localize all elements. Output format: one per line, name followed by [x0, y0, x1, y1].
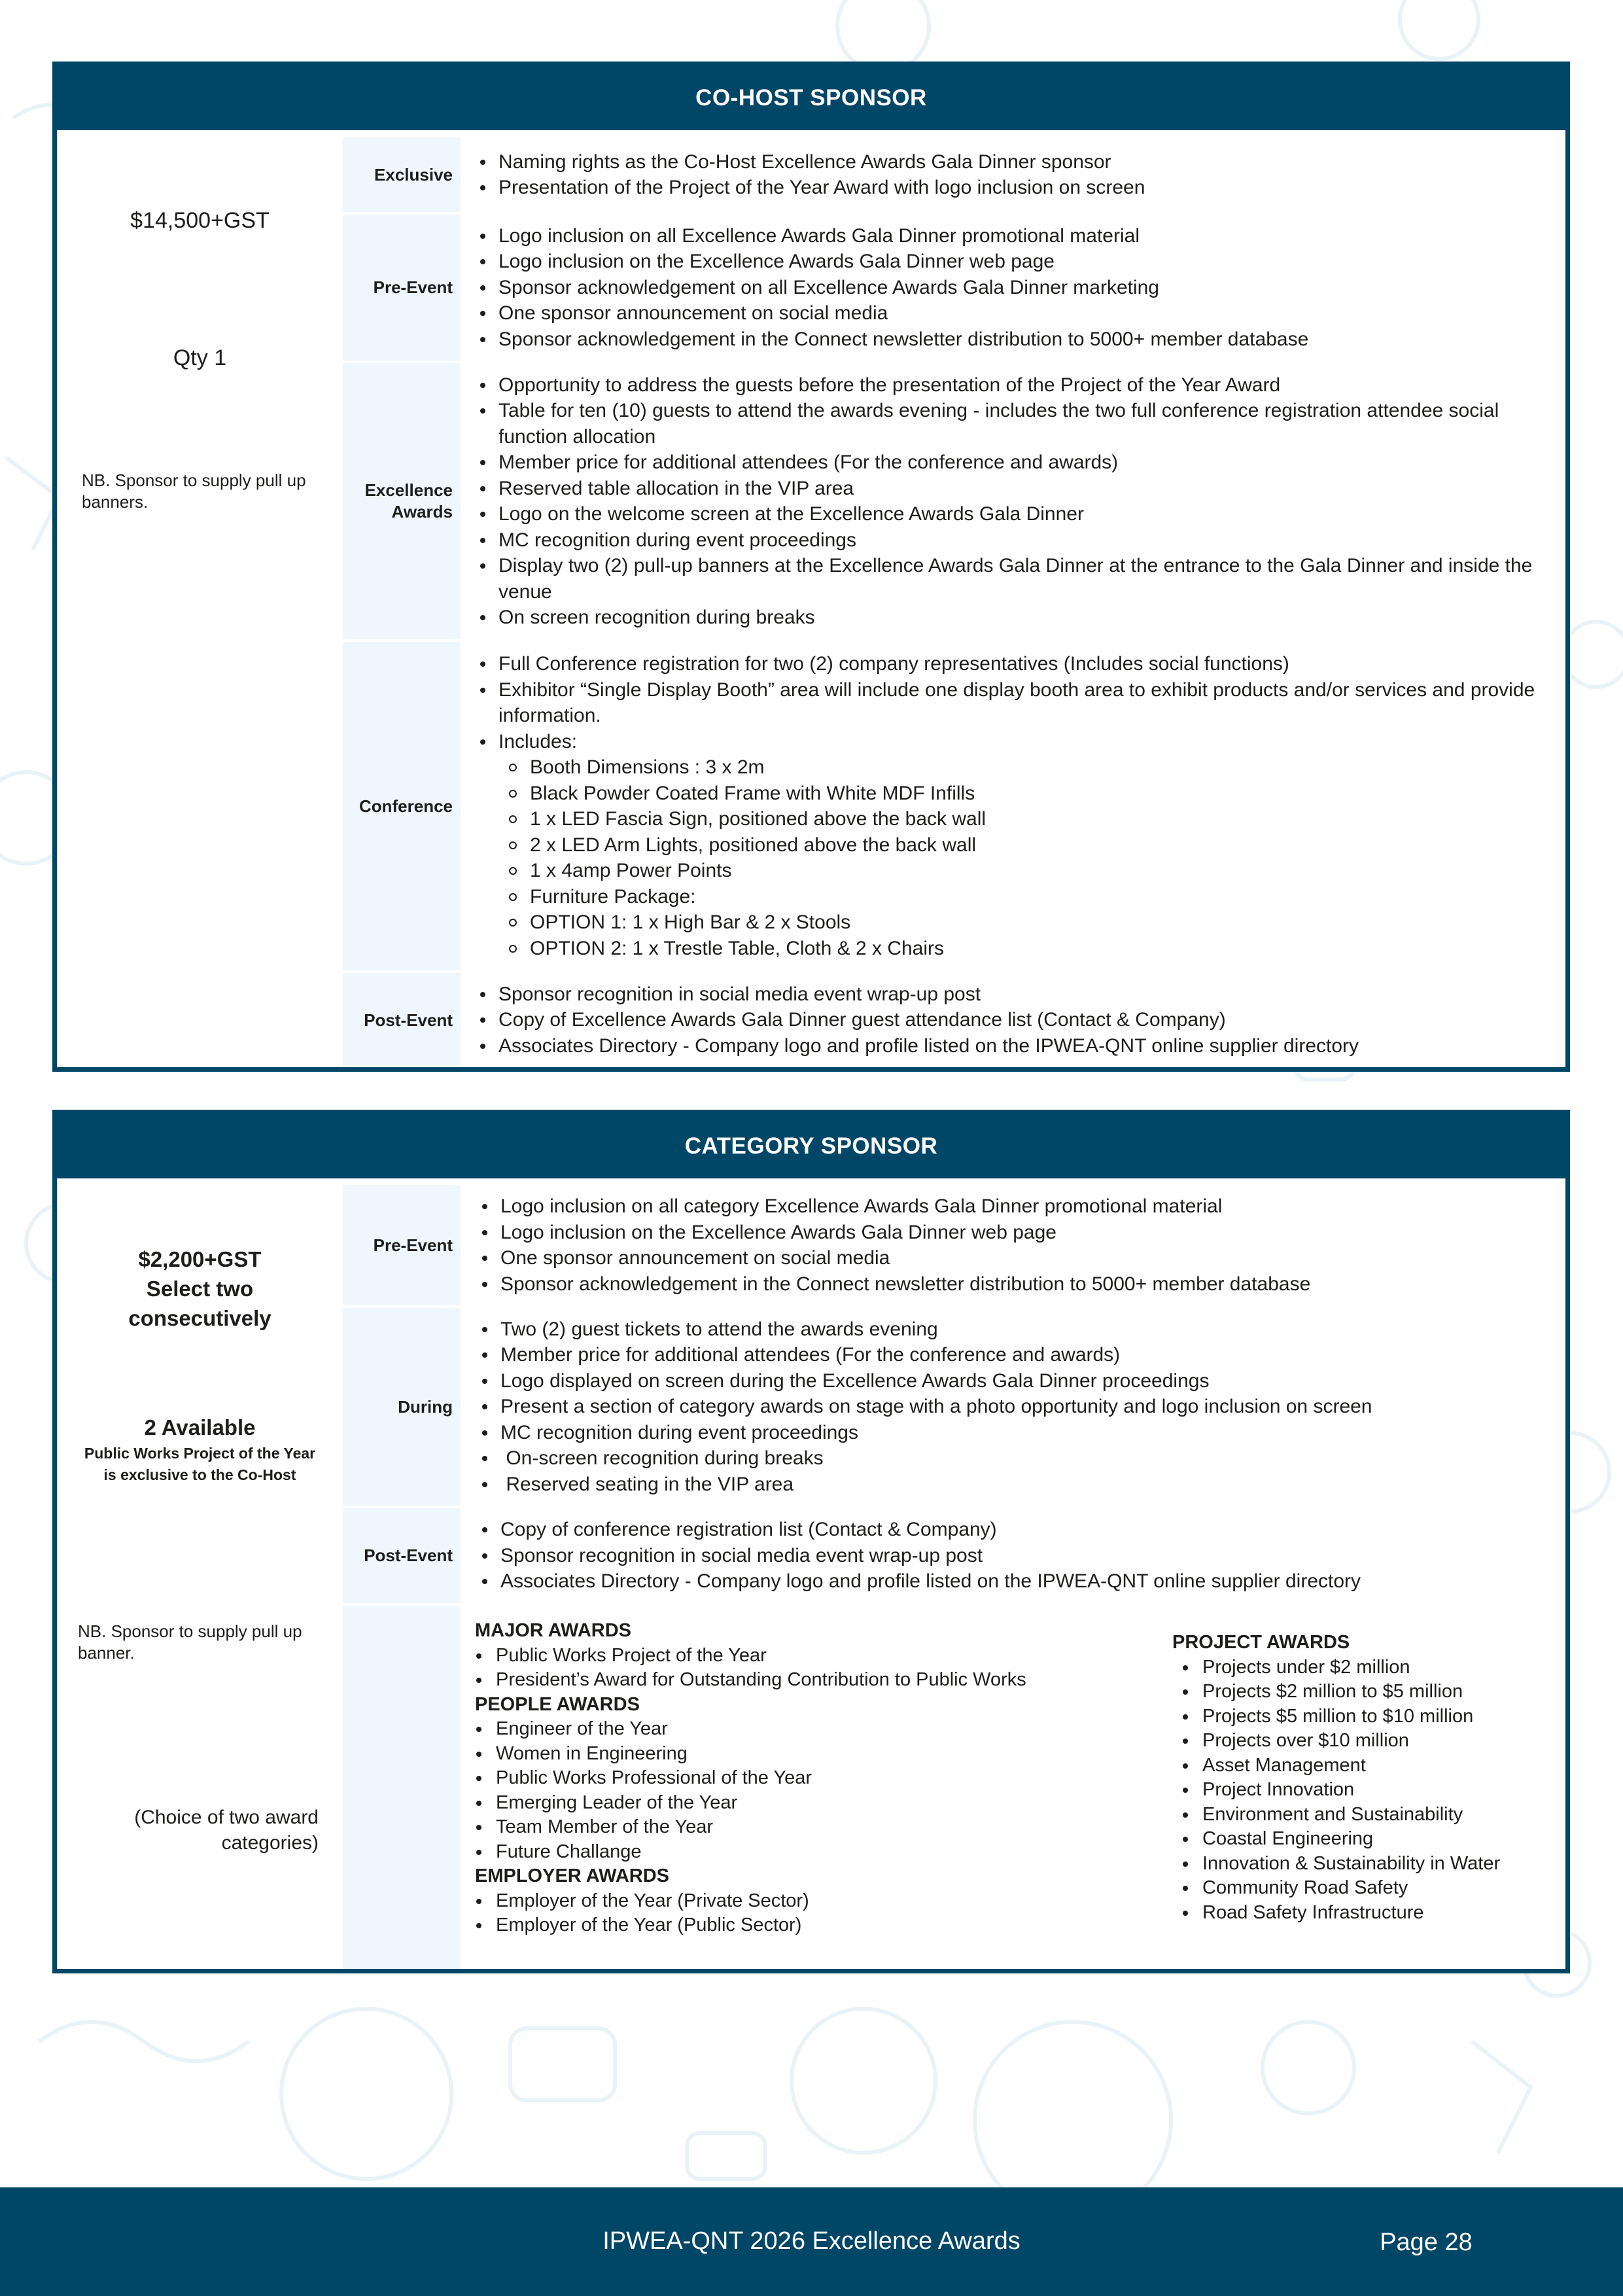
category-price-condition-2: consecutively [128, 1306, 271, 1330]
list-item: Table for ten (10) guests to attend the awards evening - includes the two full conference registration attendee social function allocation [474, 398, 1539, 450]
cohost-quantity: Qty 1 [173, 345, 227, 370]
cohost-row-post-event [343, 973, 1565, 1067]
list-item: Two (2) guest tickets to attend the awards evening [476, 1316, 1539, 1343]
list-item: Employer of the Year (Public Sector) [464, 1913, 1026, 1938]
list-item: Sponsor acknowledgement in the Connect newsletter distribution to 5000+ member database [474, 327, 1539, 353]
category-body [57, 1178, 1565, 1969]
list-item: 2 x LED Arm Lights, positioned above the back wall [498, 832, 1539, 858]
list-item: Women in Engineering [464, 1742, 1026, 1767]
list-item: Includes: [474, 729, 1539, 755]
list-item: Logo displayed on screen during the Excellence Awards Gala Dinner proceedings [476, 1368, 1539, 1394]
list-item: Sponsor recognition in social media event wrap-up post [474, 981, 1539, 1008]
list-item: One sponsor announcement on social media [474, 300, 1539, 327]
list-item: Projects $2 million to $5 million [1171, 1680, 1500, 1704]
list-item: Furniture Package: [498, 884, 1539, 910]
list-item: Projects $5 million to $10 million [1171, 1704, 1500, 1729]
category-row-pre-event [343, 1185, 1565, 1305]
employer-awards-heading: EMPLOYER AWARDS [475, 1865, 670, 1886]
list-item: Employer of the Year (Private Sector) [464, 1889, 1026, 1914]
list-item: Reserved table allocation in the VIP area [474, 476, 1539, 502]
list-item: Asset Management [1171, 1754, 1500, 1778]
list-item: On screen recognition during breaks [474, 605, 1539, 631]
list-item: Environment and Sustainability [1171, 1803, 1500, 1828]
cohost-label-excellence-awards: Excellence Awards [343, 363, 461, 639]
major-awards-heading: MAJOR AWARDS [475, 1620, 631, 1641]
page-footer [0, 2187, 1623, 2296]
category-availability-note: Public Works Project of the Year is exclusive to the Co-Host [84, 1445, 316, 1483]
list-item: Emerging Leader of the Year [464, 1791, 1026, 1816]
list-item: Public Works Project of the Year [464, 1644, 1026, 1669]
list-item: Innovation & Sustainability in Water [1171, 1852, 1500, 1877]
award-categories-right [1172, 1631, 1500, 1925]
list-item: Associates Directory - Company logo and profile listed on the IPWEA-QNT online supplier directory [474, 1033, 1539, 1059]
people-awards-heading: PEOPLE AWARDS [475, 1693, 640, 1715]
list-item: 1 x 4amp Power Points [498, 858, 1539, 884]
cohost-label-pre-event: Pre-Event [343, 215, 461, 361]
list-item: Present a section of category awards on stage with a photo opportunity and logo inclusion on screen [476, 1394, 1539, 1420]
list-item: Road Safety Infrastructure [1171, 1901, 1500, 1926]
list-item: Engineer of the Year [464, 1717, 1026, 1742]
list-item: 1 x LED Fascia Sign, positioned above the back wall [498, 806, 1539, 832]
cohost-post-event-benefits [461, 973, 1565, 1067]
list-item: On-screen recognition during breaks [476, 1445, 1539, 1472]
list-item: Presentation of the Project of the Year Award with logo inclusion on screen [474, 175, 1539, 201]
list-item: Coastal Engineering [1171, 1827, 1500, 1852]
list-item: MC recognition during event proceedings [476, 1420, 1539, 1446]
category-during-benefits [461, 1308, 1565, 1506]
award-categories-left [475, 1619, 1026, 1938]
list-item: OPTION 1: 1 x High Bar & 2 x Stools [498, 910, 1539, 936]
list-item: Black Powder Coated Frame with White MDF Infills [498, 781, 1539, 807]
list-item: Projects over $10 million [1171, 1729, 1500, 1754]
list-item: One sponsor announcement on social media [476, 1245, 1539, 1271]
cohost-row-conference [343, 642, 1565, 970]
cohost-title: CO-HOST SPONSOR [57, 66, 1565, 130]
list-item: Naming rights as the Co-Host Excellence Awards Gala Dinner sponsor [474, 149, 1539, 175]
category-row-post-event [343, 1508, 1565, 1603]
list-item: Logo inclusion on the Excellence Awards Gala Dinner web page [476, 1220, 1539, 1246]
list-item: Reserved seating in the VIP area [476, 1472, 1539, 1498]
category-award-choice-note: (Choice of two award categories) [134, 1807, 319, 1854]
category-label-pre-event: Pre-Event [343, 1185, 461, 1305]
cohost-banner-note: NB. Sponsor to supply pull up banners. [82, 470, 306, 512]
list-item: Booth Dimensions : 3 x 2m [498, 754, 1539, 781]
category-award-list-label [343, 1606, 461, 1969]
cohost-label-post-event: Post-Event [343, 973, 461, 1067]
cohost-excellence-awards-benefits [461, 363, 1565, 639]
list-item: Sponsor acknowledgement on all Excellence Awards Gala Dinner marketing [474, 275, 1539, 301]
cohost-exclusive-benefits [461, 137, 1565, 212]
list-item: Logo inclusion on all Excellence Awards Gala Dinner promotional material [474, 223, 1539, 249]
cohost-row-exclusive [343, 137, 1565, 212]
category-price-block [57, 1245, 343, 1333]
list-item: Sponsor recognition in social media event wrap-up post [476, 1543, 1539, 1569]
category-summary [57, 1178, 343, 1969]
cohost-pre-event-benefits [461, 215, 1565, 361]
page-number: Page 28 [1380, 2229, 1473, 2256]
cohost-label-exclusive: Exclusive [343, 137, 461, 212]
list-item: Projects under $2 million [1171, 1655, 1500, 1680]
project-awards-heading: PROJECT AWARDS [1172, 1632, 1350, 1653]
list-item: Public Works Professional of the Year [464, 1766, 1026, 1791]
booth-includes-list [498, 754, 1539, 961]
list-item: MC recognition during event proceedings [474, 527, 1539, 554]
list-item: Full Conference registration for two (2) company representatives (Includes social functions) [474, 651, 1539, 677]
cohost-conference-benefits [461, 642, 1565, 970]
category-post-event-benefits [461, 1508, 1565, 1603]
cohost-price: $14,500+GST [130, 208, 270, 233]
list-item: Opportunity to address the guests before the presentation of the Project of the Year Award [474, 372, 1539, 398]
list-item: Logo inclusion on all category Excellence Awards Gala Dinner promotional material [476, 1193, 1539, 1220]
category-row-during [343, 1308, 1565, 1506]
list-item: Logo on the welcome screen at the Excellence Awards Gala Dinner [474, 501, 1539, 527]
category-sponsor-panel [52, 1110, 1570, 1973]
list-item: Community Road Safety [1171, 1876, 1500, 1901]
category-row-award-list [343, 1606, 1565, 1969]
list-item: Team Member of the Year [464, 1815, 1026, 1840]
cohost-row-excellence-awards [343, 363, 1565, 639]
list-item: Logo inclusion on the Excellence Awards Gala Dinner web page [474, 249, 1539, 275]
cohost-label-conference: Conference [343, 642, 461, 970]
list-item: President’s Award for Outstanding Contribution to Public Works [464, 1668, 1026, 1693]
list-item: OPTION 2: 1 x Trestle Table, Cloth & 2 x Chairs [498, 936, 1539, 962]
cohost-sponsor-panel [52, 62, 1570, 1072]
footer-title: IPWEA-QNT 2026 Excellence Awards [602, 2227, 1021, 2255]
list-item: Sponsor acknowledgement in the Connect newsletter distribution to 5000+ member database [476, 1271, 1539, 1298]
cohost-summary [57, 130, 343, 1067]
category-availability: 2 Available [144, 1415, 256, 1439]
category-title: CATEGORY SPONSOR [57, 1114, 1565, 1178]
category-pre-event-benefits [461, 1185, 1565, 1305]
cohost-body [57, 130, 1565, 1067]
category-price-condition: Select two [146, 1277, 254, 1301]
category-banner-note: NB. Sponsor to supply pull up banner. [78, 1621, 302, 1663]
category-label-during: During [343, 1308, 461, 1506]
list-item: Copy of conference registration list (Contact & Company) [476, 1517, 1539, 1543]
list-item: Associates Directory - Company logo and profile listed on the IPWEA-QNT online supplier directory [476, 1568, 1539, 1595]
list-item: Copy of Excellence Awards Gala Dinner guest attendance list (Contact & Company) [474, 1007, 1539, 1033]
list-item: Member price for additional attendees (For the conference and awards) [474, 450, 1539, 476]
category-price: $2,200+GST [138, 1247, 262, 1271]
list-item: Member price for additional attendees (For the conference and awards) [476, 1342, 1539, 1368]
list-item: Exhibitor “Single Display Booth” area will include one display booth area to exhibit products and/or services and provide information. [474, 677, 1539, 729]
list-item: Project Innovation [1171, 1778, 1500, 1803]
list-item: Display two (2) pull-up banners at the Excellence Awards Gala Dinner at the entrance to the Gala Dinner and inside the venue [474, 553, 1539, 605]
cohost-row-pre-event [343, 215, 1565, 361]
list-item: Future Challange [464, 1840, 1026, 1865]
category-label-post-event: Post-Event [343, 1508, 461, 1603]
